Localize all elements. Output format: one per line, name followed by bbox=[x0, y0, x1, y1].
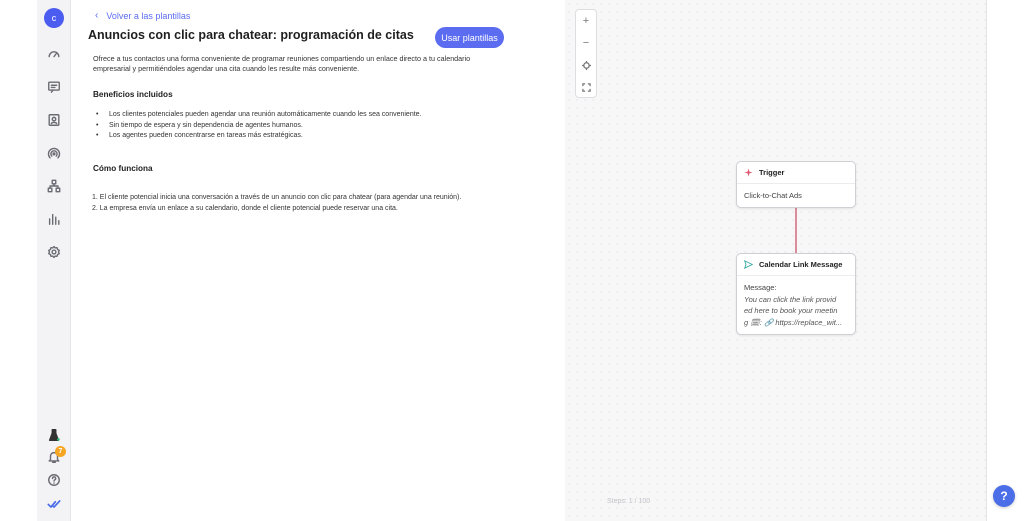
notification-badge: 7 bbox=[55, 446, 66, 457]
list-item: • Los agentes pueden concentrarse en tareas más estratégicas. bbox=[93, 131, 422, 142]
steps-list bbox=[92, 193, 461, 214]
help-button[interactable]: ? bbox=[993, 485, 1015, 507]
help-icon[interactable] bbox=[45, 471, 63, 489]
trigger-node-value: Click-to-Chat Ads bbox=[744, 191, 802, 200]
avatar[interactable]: c bbox=[44, 8, 64, 28]
expand-icon bbox=[582, 83, 591, 92]
center-view-button[interactable] bbox=[576, 55, 596, 75]
sidebar bbox=[37, 0, 71, 521]
trigger-node-header bbox=[737, 162, 855, 184]
send-icon bbox=[744, 260, 753, 269]
list-item: 1. El cliente potencial inicia una conversación a través de un anuncio con clic para chatear (para agendar una reunión). bbox=[92, 194, 462, 201]
trigger-node[interactable] bbox=[736, 161, 856, 208]
zoom-controls bbox=[575, 9, 597, 98]
template-detail-panel bbox=[72, 0, 565, 521]
contacts-icon[interactable] bbox=[45, 111, 63, 129]
dashboard-icon[interactable] bbox=[45, 45, 63, 63]
growth-icon[interactable] bbox=[45, 426, 63, 444]
app-window bbox=[37, 0, 1008, 521]
crosshair-icon bbox=[582, 61, 591, 70]
node-connector bbox=[795, 208, 797, 253]
message-label: Message: bbox=[744, 283, 777, 292]
benefits-list bbox=[93, 110, 422, 142]
template-description: Ofrece a tus contactos una forma conveniente de programar reuniones compartiendo un enlace directo a tu calendario empresarial y permitiéndoles agendar una cita cuando les resulte más conveniente. bbox=[93, 54, 471, 73]
settings-icon[interactable] bbox=[45, 243, 63, 261]
calendar-node-header bbox=[737, 254, 855, 276]
zoom-out-button[interactable]: − bbox=[582, 37, 590, 49]
use-template-button[interactable]: Usar plantillas bbox=[435, 27, 504, 48]
zoom-in-button[interactable]: + bbox=[582, 15, 590, 27]
trigger-node-title: Trigger bbox=[759, 168, 785, 177]
list-item: 2. La empresa envía un enlace a su calendario, donde el cliente potencial puede reservar una cita. bbox=[92, 204, 398, 212]
calendar-node-title: Calendar Link Message bbox=[759, 260, 843, 269]
how-it-works-heading: Cómo funciona bbox=[93, 164, 153, 173]
message-line: ed here to book your meetin bbox=[744, 306, 838, 315]
analytics-icon[interactable] bbox=[45, 210, 63, 228]
list-item: • Los clientes potenciales pueden agendar una reunión automáticamente cuando les sea conveniente. bbox=[93, 110, 422, 121]
steps-counter: Steps: 1 / 100 bbox=[607, 498, 651, 505]
list-item: • Sin tiempo de espera y sin dependencia de agentes humanos. bbox=[93, 121, 422, 132]
trigger-icon bbox=[744, 168, 753, 177]
calendar-node-body bbox=[737, 276, 855, 334]
message-preview bbox=[744, 294, 848, 329]
broadcast-icon[interactable] bbox=[45, 144, 63, 162]
flow-canvas[interactable] bbox=[565, 0, 1008, 521]
flow-builder-icon[interactable] bbox=[45, 177, 63, 195]
chevron-left-icon: ‹ bbox=[95, 10, 99, 21]
back-to-templates-link[interactable] bbox=[95, 10, 190, 21]
calendar-link-node[interactable] bbox=[736, 253, 856, 335]
fit-view-button[interactable] bbox=[576, 77, 596, 97]
message-line: g 🗓: 🔗 https://replace_wit... bbox=[744, 317, 843, 327]
benefits-heading: Beneficios incluidos bbox=[93, 90, 173, 99]
message-line: You can click the link provid bbox=[744, 294, 837, 304]
page-title: Anuncios con clic para chatear: programación de citas bbox=[88, 28, 414, 42]
logo-icon[interactable] bbox=[45, 495, 63, 513]
chat-icon[interactable] bbox=[45, 78, 63, 96]
back-link-label: Volver a las plantillas bbox=[106, 10, 191, 21]
